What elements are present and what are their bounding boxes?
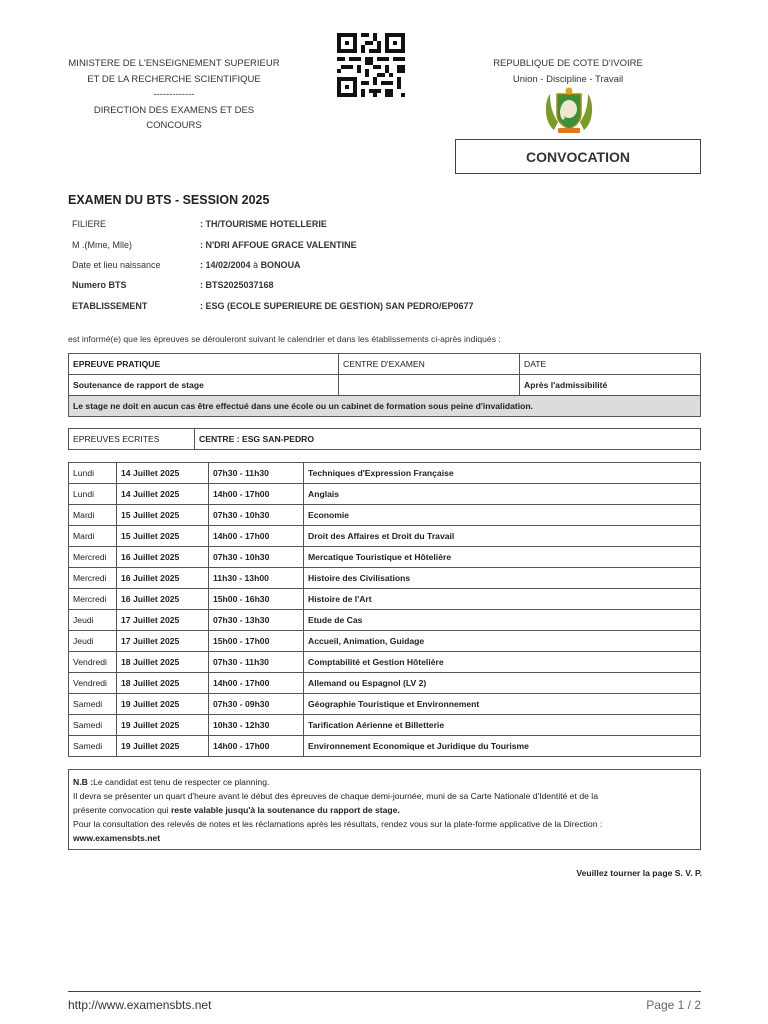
schedule-day: Lundi	[69, 463, 117, 484]
birth-date: : 14/02/2004	[200, 259, 251, 270]
table-row	[69, 652, 701, 673]
schedule-time: 14h00 - 17h00	[209, 526, 304, 547]
table-row	[69, 631, 701, 652]
schedule-subject: Géographie Touristique et Environnement	[304, 694, 701, 715]
table-row	[69, 526, 701, 547]
nb-notice	[68, 769, 701, 850]
table-row	[69, 610, 701, 631]
schedule-table	[68, 462, 701, 757]
date-cell: Après l'admissibilité	[520, 375, 701, 396]
filiere-value: : TH/TOURISME HOTELLERIE	[200, 219, 327, 230]
schedule-date: 14 Juillet 2025	[117, 484, 209, 505]
table-row	[69, 547, 701, 568]
written-label: EPREUVES ECRITES	[69, 429, 195, 450]
birth-label: Date et lieu naissance	[72, 259, 161, 270]
schedule-day: Vendredi	[69, 673, 117, 694]
table-row	[69, 694, 701, 715]
stage-warning-row	[69, 396, 701, 417]
schedule-day: Jeudi	[69, 631, 117, 652]
schedule-time: 07h30 - 10h30	[209, 505, 304, 526]
schedule-time: 07h30 - 11h30	[209, 652, 304, 673]
col-centre-examen: CENTRE D'EXAMEN	[339, 354, 520, 375]
nb-line-4: Pour la consultation des relevés de notes et les réclamations après les résultats, rendez vous sur la plate-forme applicative de la Direction :	[73, 819, 603, 829]
intro-text: est informé(e) que les épreuves se dérouleront suivant le calendrier et dans les établissements ci-après indiqués :	[68, 334, 501, 344]
schedule-day: Jeudi	[69, 610, 117, 631]
schedule-date: 19 Juillet 2025	[117, 694, 209, 715]
schedule-subject: Comptabilité et Gestion Hôtelière	[304, 652, 701, 673]
schedule-time: 14h00 - 17h00	[209, 736, 304, 757]
nb-line-1	[73, 775, 696, 789]
nb-line-2: Il devra se présenter un quart d'heure avant le début des épreuves de chaque demi-journée, muni de sa Carte Nationale d'Identité et de la	[73, 791, 598, 801]
table-header-row	[69, 354, 701, 375]
schedule-time: 10h30 - 12h30	[209, 715, 304, 736]
name-label: M .(Mme, Mlle)	[72, 239, 132, 250]
schedule-day: Lundi	[69, 484, 117, 505]
written-exams-header	[68, 428, 701, 450]
direction-line-2: CONCOURS	[146, 120, 202, 131]
stage-warning: Le stage ne doit en aucun cas être effectué dans une école ou un cabinet de formation sous peine d'invalidation.	[69, 396, 701, 417]
schedule-date: 19 Juillet 2025	[117, 736, 209, 757]
filiere-label: FILIERE	[72, 219, 107, 230]
schedule-day: Mercredi	[69, 568, 117, 589]
nb-website-link: www.examensbts.net	[73, 833, 161, 843]
info-row-school	[72, 296, 702, 316]
schedule-date: 18 Juillet 2025	[117, 673, 209, 694]
candidate-info	[72, 214, 702, 316]
birth-place: BONOUA	[260, 259, 301, 270]
schedule-time: 07h30 - 11h30	[209, 463, 304, 484]
qr-code-icon	[337, 33, 405, 97]
nb-line-3	[73, 803, 696, 817]
exam-title: EXAMEN DU BTS - SESSION 2025	[68, 193, 270, 207]
schedule-time: 14h00 - 17h00	[209, 673, 304, 694]
republic-motto: Union - Discipline - Travail	[512, 73, 624, 85]
centre-cell	[339, 375, 520, 396]
nb-text-1: Le candidat est tenu de respecter ce planning.	[93, 777, 270, 787]
schedule-date: 17 Juillet 2025	[117, 631, 209, 652]
schedule-subject: Mercatique Touristique et Hôtelière	[304, 547, 701, 568]
schedule-day: Mardi	[69, 505, 117, 526]
table-row	[69, 505, 701, 526]
schedule-date: 16 Juillet 2025	[117, 547, 209, 568]
written-centre: CENTRE : ESG SAN-PEDRO	[195, 429, 701, 450]
schedule-date: 16 Juillet 2025	[117, 589, 209, 610]
schedule-time: 15h00 - 17h00	[209, 631, 304, 652]
schedule-subject: Histoire de l'Art	[304, 589, 701, 610]
ministry-separator: -------------	[153, 89, 195, 100]
ministry-line-2: ET DE LA RECHERCHE SCIENTIFIQUE	[87, 73, 261, 85]
birth-separator: à	[250, 259, 261, 270]
schedule-subject: Accueil, Animation, Guidage	[304, 631, 701, 652]
convocation-title: CONVOCATION	[455, 139, 701, 174]
schedule-time: 14h00 - 17h00	[209, 484, 304, 505]
table-row	[69, 375, 701, 396]
practical-exam-table	[68, 353, 701, 417]
schedule-day: Vendredi	[69, 652, 117, 673]
col-date: DATE	[520, 354, 701, 375]
nb-text-3: présente convocation qui	[73, 805, 171, 815]
info-row-name	[72, 234, 702, 254]
schedule-date: 19 Juillet 2025	[117, 715, 209, 736]
table-row	[69, 568, 701, 589]
schedule-subject: Techniques d'Expression Française	[304, 463, 701, 484]
schedule-day: Mercredi	[69, 547, 117, 568]
info-row-filiere	[72, 214, 702, 234]
table-row	[69, 715, 701, 736]
schedule-date: 15 Juillet 2025	[117, 526, 209, 547]
ministry-header	[60, 56, 288, 134]
page-number: Page 1 / 2	[646, 998, 701, 1012]
coat-of-arms-icon	[540, 86, 598, 136]
schedule-day: Samedi	[69, 736, 117, 757]
republic-header	[468, 56, 668, 87]
nb-label: N.B :	[73, 777, 94, 787]
table-row	[69, 484, 701, 505]
schedule-date: 17 Juillet 2025	[117, 610, 209, 631]
col-epreuve-pratique: EPREUVE PRATIQUE	[69, 354, 339, 375]
schedule-day: Samedi	[69, 694, 117, 715]
schedule-subject: Histoire des Civilisations	[304, 568, 701, 589]
number-value: : BTS2025037168	[200, 280, 274, 291]
schedule-subject: Economie	[304, 505, 701, 526]
turn-page-note: Veuillez tourner la page S. V. P.	[576, 868, 702, 878]
schedule-subject: Anglais	[304, 484, 701, 505]
schedule-day: Samedi	[69, 715, 117, 736]
schedule-day: Mardi	[69, 526, 117, 547]
schedule-time: 07h30 - 10h30	[209, 547, 304, 568]
school-value: : ESG (ECOLE SUPERIEURE DE GESTION) SAN PEDRO/EP0677	[200, 300, 474, 311]
schedule-subject: Allemand ou Espagnol (LV 2)	[304, 673, 701, 694]
schedule-date: 16 Juillet 2025	[117, 568, 209, 589]
name-value: : N'DRI AFFOUE GRACE VALENTINE	[200, 239, 357, 250]
schedule-subject: Tarification Aérienne et Billetterie	[304, 715, 701, 736]
schedule-time: 07h30 - 13h30	[209, 610, 304, 631]
schedule-time: 07h30 - 09h30	[209, 694, 304, 715]
schedule-time: 15h00 - 16h30	[209, 589, 304, 610]
birth-value	[200, 260, 301, 270]
direction-line-1: DIRECTION DES EXAMENS ET DES	[93, 104, 255, 116]
nb-validity: reste valable jusqu'à la soutenance du rapport de stage.	[170, 805, 400, 815]
schedule-subject: Etude de Cas	[304, 610, 701, 631]
info-row-birth	[72, 255, 702, 275]
number-label: Numero BTS	[72, 280, 127, 291]
schedule-subject: Droit des Affaires et Droit du Travail	[304, 526, 701, 547]
table-row	[69, 463, 701, 484]
schedule-date: 15 Juillet 2025	[117, 505, 209, 526]
schedule-day: Mercredi	[69, 589, 117, 610]
table-row	[69, 589, 701, 610]
epreuve-cell: Soutenance de rapport de stage	[69, 375, 339, 396]
school-label: ETABLISSEMENT	[72, 300, 148, 311]
footer-url: http://www.examensbts.net	[68, 998, 212, 1012]
schedule-date: 18 Juillet 2025	[117, 652, 209, 673]
table-header-row	[69, 429, 701, 450]
ministry-line-1: MINISTERE DE L'ENSEIGNEMENT SUPERIEUR	[68, 58, 280, 69]
info-row-number	[72, 275, 702, 295]
schedule-subject: Environnement Economique et Juridique du Tourisme	[304, 736, 701, 757]
republic-name: REPUBLIQUE DE COTE D'IVOIRE	[493, 58, 643, 69]
schedule-time: 11h30 - 13h00	[209, 568, 304, 589]
schedule-date: 14 Juillet 2025	[117, 463, 209, 484]
nb-website	[73, 831, 696, 845]
footer-divider	[68, 991, 701, 992]
table-row	[69, 673, 701, 694]
table-row	[69, 736, 701, 757]
